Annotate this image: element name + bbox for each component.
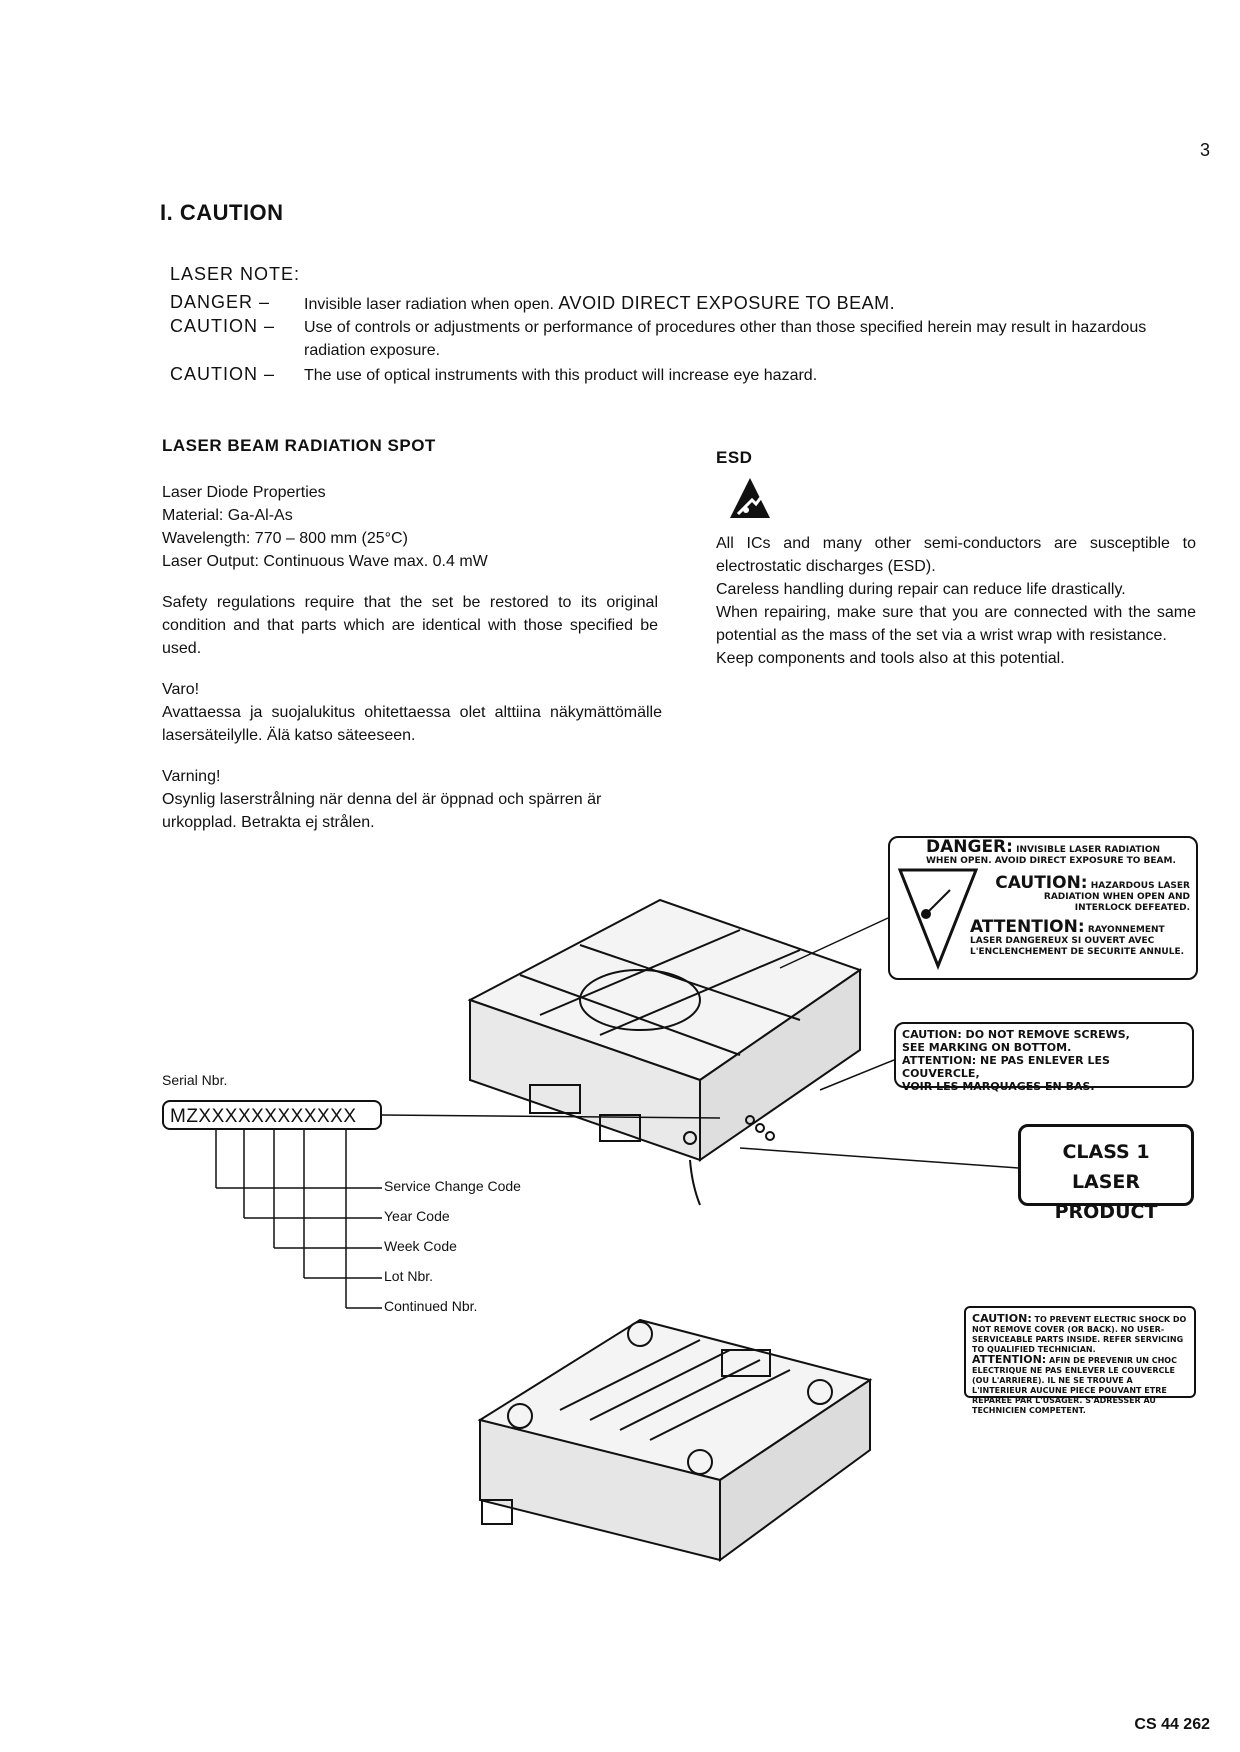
code-label-lot: Lot Nbr. (384, 1268, 434, 1284)
screw-caution-label (894, 1022, 1194, 1093)
screw-label-line: SEE MARKING ON BOTTOM. (902, 1041, 1072, 1054)
laser-note-heading: LASER NOTE: (170, 264, 301, 284)
note-text: Use of controls or adjustments or performance of procedures other than those specified herein may result in hazardous radiation exposure. (304, 319, 1147, 359)
note-label: CAUTION – (170, 364, 276, 384)
caution-text: HAZARDOUS LASER RADIATION WHEN OPEN AND INTERLOCK DEFEATED. (1043, 881, 1190, 913)
screw-label-line: ATTENTION: NE PAS ENLEVER LES COUVERCLE, (902, 1054, 1110, 1080)
esd-heading: ESD (716, 448, 753, 467)
esd-paragraph: All ICs and many other semi-conductors are susceptible to electrostatic discharges (ESD). (716, 535, 1196, 575)
varo-text: Avattaessa ja suojalukitus ohitettaessa olet alttiina näkymättömälle lasersäteilylle. Älä katso säteeseen. (162, 704, 662, 744)
laser-beam-heading: LASER BEAM RADIATION SPOT (162, 436, 436, 455)
bottom-caution-label (964, 1306, 1196, 1415)
code-label-week: Week Code (384, 1238, 457, 1254)
varning-heading: Varning! (162, 768, 221, 785)
varo-heading: Varo! (162, 681, 200, 698)
footer-code: CS 44 262 (1134, 1716, 1210, 1733)
danger-line (926, 837, 1190, 867)
class1-line: CLASS 1 (1062, 1141, 1150, 1163)
esd-paragraph: Keep components and tools also at this potential. (716, 650, 1065, 667)
attention-text: RAYONNEMENT LASER DANGEREUX SI OUVERT AVEC L'ENCLENCHEMENT DE SECURITE ANNULE. (970, 925, 1185, 957)
bottom-attention-text: AFIN DE PREVENIR UN CHOC ELECTRIQUE NE PAS ENLEVER LE COUVERCLE (OU L'ARRIERE). IL NE SE TROUVE A L'INTERIEUR AUCUNE PIECE POUVANT ETRE REPAREE PAR L'USAGER. S'ADRESSER AU TECHNICIEN COMPETENT. (972, 1356, 1177, 1415)
property-line: Material: Ga-Al-As (162, 507, 293, 524)
note-label: DANGER – (170, 292, 271, 312)
property-line: Laser Diode Properties (162, 484, 326, 501)
serial-code-brackets (216, 1130, 382, 1308)
serial-label: Serial Nbr. (162, 1072, 228, 1088)
laser-warning-icon (898, 866, 978, 970)
attention-word: ATTENTION: (970, 917, 1085, 937)
bottom-attention-line (972, 1355, 1188, 1416)
property-line: Wavelength: 770 – 800 mm (25°C) (162, 530, 408, 547)
screw-label-line: CAUTION: DO NOT REMOVE SCREWS, (902, 1028, 1130, 1041)
code-label-continued: Continued Nbr. (384, 1298, 478, 1314)
varning-text: Osynlig laserstrålning när denna del är öppnad och spärren är urkopplad. Betrakta ej strålen. (162, 791, 602, 831)
caution-word: CAUTION: (995, 873, 1088, 893)
class1-label (1018, 1124, 1194, 1223)
page-number: 3 (1199, 140, 1210, 160)
code-label-service-change: Service Change Code (384, 1178, 521, 1194)
note-text-emphasis: AVOID DIRECT EXPOSURE TO BEAM. (558, 293, 896, 313)
serial-value: MZXXXXXXXXXXXX (162, 1100, 382, 1130)
bottom-caution-line (972, 1314, 1188, 1355)
esd-paragraph: Careless handling during repair can reduce life drastically. (716, 581, 1126, 598)
bottom-caution-text: TO PREVENT ELECTRIC SHOCK DO NOT REMOVE COVER (OR BACK). NO USER-SERVICEABLE PARTS INSIDE. REFER SERVICING TO QUALIFIED TECHNICIAN. (972, 1315, 1187, 1354)
class1-line: LASER PRODUCT (1054, 1171, 1158, 1223)
screw-label-line: VOIR LES MARQUAGES EN BAS. (902, 1080, 1095, 1093)
danger-text: INVISIBLE LASER RADIATION WHEN OPEN. AVOID DIRECT EXPOSURE TO BEAM. (926, 845, 1176, 866)
esd-paragraph: When repairing, make sure that you are connected with the same potential as the mass of the set via a wrist wrap with resistance. (716, 604, 1196, 644)
bottom-caution-word: CAUTION: (972, 1312, 1032, 1325)
top-device-drawing (470, 900, 860, 1205)
bottom-device-drawing (480, 1320, 870, 1560)
note-text: The use of optical instruments with this product will increase eye hazard. (304, 367, 818, 384)
danger-label (888, 836, 1198, 980)
code-label-year: Year Code (384, 1208, 450, 1224)
property-line: Laser Output: Continuous Wave max. 0.4 mW (162, 553, 488, 570)
section-title: I. CAUTION (160, 200, 284, 225)
safety-paragraph: Safety regulations require that the set be restored to its original condition and that parts which are identical with those specified be used. (162, 594, 658, 657)
note-text-plain: Invisible laser radiation when open. (304, 296, 554, 313)
danger-word: DANGER: (926, 837, 1013, 857)
bottom-attention-word: ATTENTION: (972, 1353, 1047, 1366)
note-label: CAUTION – (170, 316, 276, 336)
attention-line (970, 917, 1190, 958)
caution-line (986, 873, 1190, 914)
